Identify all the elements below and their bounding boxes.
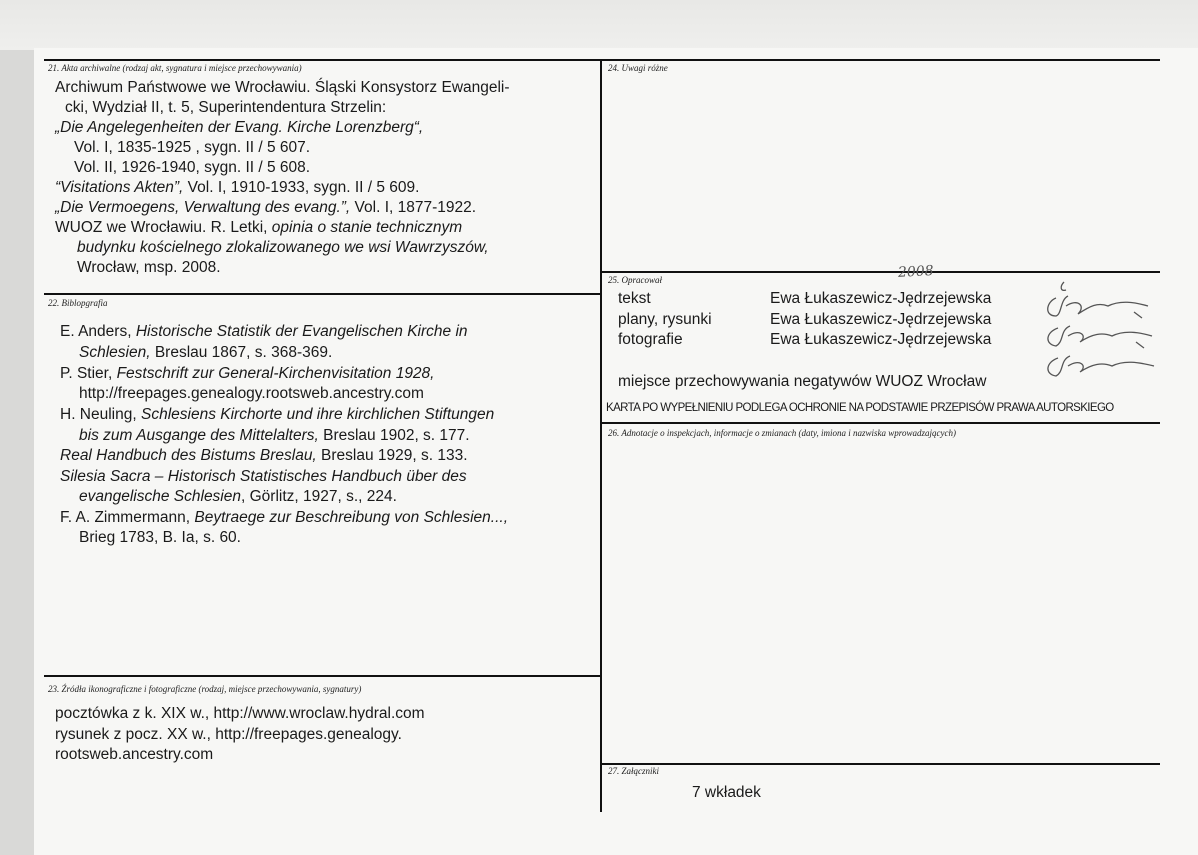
archive-line-text: Archiwum Państwowe we Wrocławiu. Śląski Konsystorz Ewangeli-: [55, 79, 510, 96]
attachments-value: 7 wkładek: [692, 784, 761, 801]
section-23-label: 23. Źródła ikonograficzne i fotograficzne (rodzaj, miejsce przechowywania, sygnatury): [48, 684, 362, 694]
bibliography-line: [79, 528, 241, 548]
bibliography-author: P. Stier,: [60, 365, 117, 382]
iconography-line-1: pocztówka z k. XIX w., http://www.wroclaw.hydral.com: [55, 705, 425, 722]
bibliography-title: Beytraege zur Beschreibung von Schlesien...,: [194, 509, 509, 526]
archive-line-text: Vol. I, 1835-1925 , sygn. II / 5 607.: [74, 139, 311, 156]
role-tekst: tekst: [618, 290, 651, 307]
archive-line: [77, 258, 221, 278]
negatives-location: miejsce przechowywania negatywów WUOZ Wrocław: [618, 373, 987, 390]
rule-22-23: [44, 675, 600, 677]
bibliography-line: [60, 405, 494, 425]
section-22-label: 22. Biblopgrafia: [48, 298, 108, 308]
bibliography-title: Schlesiens Kirchorte und ihre kirchlichen Stiftungen: [140, 406, 495, 423]
bibliography-line: [60, 364, 434, 384]
bibliography-title: Silesia Sacra – Historisch Statistisches Handbuch über des: [60, 468, 467, 485]
author-plany: Ewa Łukaszewicz-Jędrzejewska: [770, 311, 992, 328]
role-fotografie: fotografie: [618, 331, 683, 348]
archive-line-text: Vol. II, 1926-1940, sygn. II / 5 608.: [74, 159, 311, 176]
handwritten-signatures: [1038, 276, 1164, 386]
bibliography-line: [79, 343, 332, 363]
rule-21-22: [44, 293, 600, 295]
archive-line: [55, 178, 419, 198]
bibliography-author: H. Neuling,: [60, 406, 141, 423]
bibliography-line: [79, 487, 397, 507]
section-27-label: 27. Załączniki: [608, 766, 659, 776]
rule-25-26: [602, 422, 1160, 424]
archive-line-text: „Die Vermoegens, Verwaltung des evang.”,: [55, 199, 355, 216]
archive-line-text: “Visitations Akten”,: [55, 179, 188, 196]
archive-line-text: Vol. I, 1910-1933, sygn. II / 5 609.: [187, 179, 420, 196]
bibliography-author: Brieg 1783, B. Ia, s. 60.: [79, 529, 241, 546]
bibliography-author: http://freepages.genealogy.rootsweb.ancestry.com: [79, 385, 424, 402]
bibliography-line: [60, 508, 508, 528]
role-plany: plany, rysunki: [618, 311, 712, 328]
bibliography-line: [60, 446, 468, 466]
bibliography-details: Breslau 1867, s. 368-369.: [150, 344, 333, 361]
archive-line: [55, 78, 510, 98]
section-26-label: 26. Adnotacje o inspekcjach, informacje o zmianach (daty, imiona i nazwiska wprowadzających): [608, 428, 956, 438]
record-card: [34, 48, 1198, 855]
bibliography-title: evangelische Schlesien: [79, 488, 241, 505]
iconography-line-3: rootsweb.ancestry.com: [55, 746, 214, 763]
top-rule: [44, 59, 1160, 61]
handwritten-year: 2008: [897, 263, 935, 281]
rule-24-25: [602, 271, 1160, 273]
archive-line-text: Wrocław, msp. 2008.: [77, 259, 221, 276]
bibliography-title: Festschrift zur General-Kirchenvisitation 1928,: [116, 365, 435, 382]
bibliography-details: , Görlitz, 1927, s., 224.: [241, 488, 397, 505]
bibliography-title: bis zum Ausgange des Mittelalters,: [79, 427, 319, 444]
author-fotografie: Ewa Łukaszewicz-Jędrzejewska: [770, 331, 992, 348]
archive-line: [55, 218, 462, 238]
archive-line: [65, 98, 386, 118]
archive-line-text: WUOZ we Wrocławiu. R. Letki,: [55, 219, 272, 236]
section-25-label: 25. Opracował: [608, 275, 662, 285]
bibliography-line: [79, 426, 470, 446]
scan-margin: [0, 0, 1198, 50]
section-24-label: 24. Uwagi różne: [608, 63, 668, 73]
bibliography-title: Real Handbuch des Bistums Breslau,: [60, 447, 317, 464]
archive-line-text: opinia o stanie technicznym: [271, 219, 463, 236]
author-tekst: Ewa Łukaszewicz-Jędrzejewska: [770, 290, 992, 307]
bibliography-title: Schlesien,: [79, 344, 151, 361]
bibliography-details: Breslau 1929, s. 133.: [316, 447, 468, 464]
bibliography-author: F. A. Zimmermann,: [60, 509, 195, 526]
bibliography-line: [79, 384, 424, 404]
archive-line: [77, 238, 489, 258]
archive-line-text: cki, Wydział II, t. 5, Superintendentura Strzelin:: [65, 99, 387, 116]
bibliography-details: Breslau 1902, s. 177.: [318, 427, 470, 444]
rule-26-27: [602, 763, 1160, 765]
archive-line: [74, 138, 310, 158]
bibliography-title: Historische Statistik der Evangelischen Kirche in: [135, 323, 468, 340]
column-divider: [600, 59, 602, 812]
archive-line-text: budynku kościelnego zlokalizowanego we wsi Wawrzyszów,: [77, 239, 489, 256]
iconography-line-2: rysunek z pocz. XX w., http://freepages.genealogy.: [55, 726, 402, 743]
archive-line: [55, 198, 476, 218]
archive-line: [55, 118, 423, 138]
copyright-notice: KARTA PO WYPEŁNIENIU PODLEGA OCHRONIE NA PODSTAWIE PRZEPISÓW PRAWA AUTORSKIEGO: [606, 402, 1114, 414]
bibliography-author: E. Anders,: [60, 323, 136, 340]
bibliography-line: [60, 322, 468, 342]
archive-line-text: Vol. I, 1877-1922.: [354, 199, 477, 216]
section-21-label: 21. Akta archiwalne (rodzaj akt, sygnatura i miejsce przechowywania): [48, 63, 302, 73]
archive-line: [74, 158, 310, 178]
bibliography-line: [60, 467, 467, 487]
archive-line-text: „Die Angelegenheiten der Evang. Kirche Lorenzberg“,: [55, 119, 424, 136]
